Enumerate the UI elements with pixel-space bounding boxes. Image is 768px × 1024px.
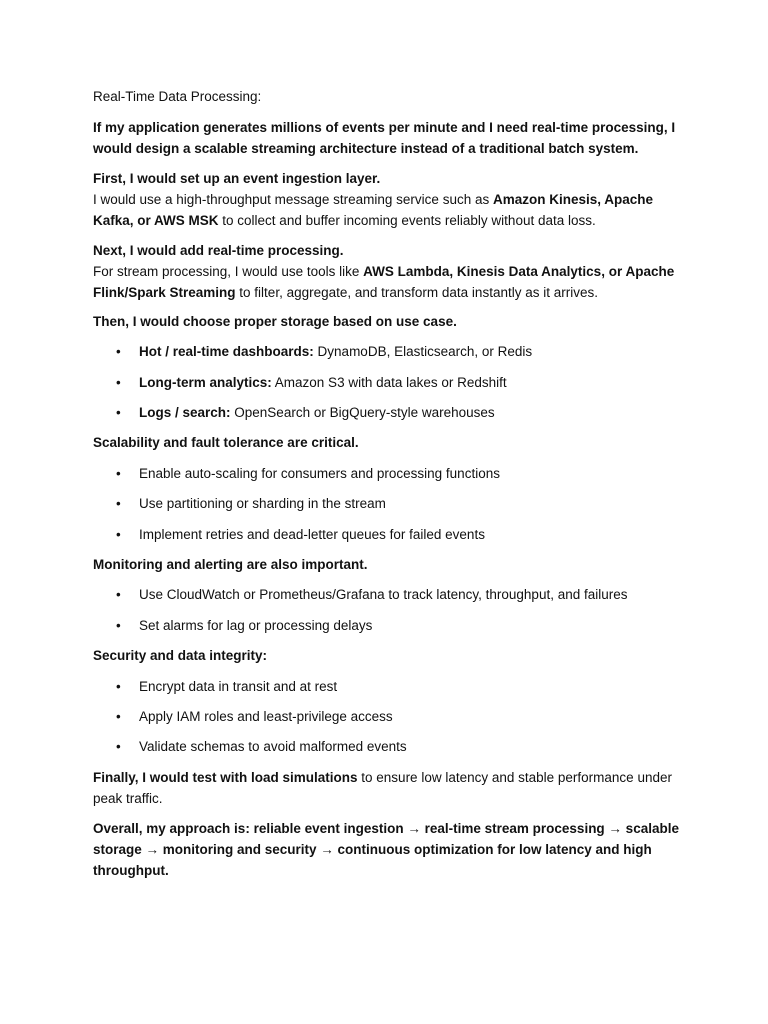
storage-heading: Then, I would choose proper storage based on use case.	[93, 314, 457, 329]
ingestion-heading: First, I would set up an event ingestion layer.	[93, 171, 381, 186]
ingestion-services: Amazon Kinesis, Apache Kafka, or AWS MSK	[93, 192, 654, 228]
processing-paragraph	[93, 261, 683, 303]
bullet-icon: •	[116, 527, 121, 542]
ingestion-paragraph	[93, 189, 683, 231]
bullet-icon: •	[116, 344, 121, 359]
storage-text: OpenSearch or BigQuery-style warehouses	[230, 405, 495, 420]
security-item: Validate schemas to avoid malformed events	[139, 739, 407, 754]
security-item: Apply IAM roles and least-privilege access	[139, 709, 393, 724]
bullet-icon: •	[116, 709, 121, 724]
bullet-icon: •	[116, 739, 121, 754]
processing-text-a: For stream processing, I would use tools like	[93, 264, 364, 279]
scalability-item: Enable auto-scaling for consumers and processing functions	[139, 466, 500, 481]
document-heading: Real-Time Data Processing:	[93, 89, 262, 104]
bullet-icon: •	[116, 618, 121, 633]
processing-section	[93, 240, 683, 303]
storage-label: Logs / search:	[139, 405, 231, 420]
scalability-heading: Scalability and fault tolerance are critical.	[93, 435, 359, 450]
scalability-item: Use partitioning or sharding in the stream	[139, 496, 386, 511]
final-bold: Finally, I would test with load simulations	[93, 770, 358, 785]
storage-text: DynamoDB, Elasticsearch, or Redis	[313, 344, 533, 359]
overall-paragraph: Overall, my approach is: reliable event ingestion → real-time stream processing → scalable storage → monitoring and security → continuous optimization for low latency and high throughput.	[93, 821, 679, 878]
storage-text: Amazon S3 with data lakes or Redshift	[271, 375, 507, 390]
processing-text-b: to filter, aggregate, and transform data instantly as it arrives.	[235, 285, 598, 300]
processing-heading: Next, I would add real-time processing.	[93, 243, 344, 258]
storage-label: Hot / real-time dashboards:	[139, 344, 314, 359]
bullet-icon: •	[116, 466, 121, 481]
final-text: to ensure low latency and stable performance under peak traffic.	[93, 770, 672, 806]
monitoring-heading: Monitoring and alerting are also important.	[93, 557, 368, 572]
bullet-icon: •	[116, 496, 121, 511]
scalability-item: Implement retries and dead-letter queues for failed events	[139, 527, 485, 542]
bullet-icon: •	[116, 375, 121, 390]
processing-tools: AWS Lambda, Kinesis Data Analytics, or Apache Flink/Spark Streaming	[93, 264, 675, 300]
security-heading: Security and data integrity:	[93, 648, 268, 663]
bullet-icon: •	[116, 679, 121, 694]
ingestion-text-a: I would use a high-throughput message streaming service such as	[93, 192, 493, 207]
monitoring-item: Set alarms for lag or processing delays	[139, 618, 373, 633]
ingestion-text-b: to collect and buffer incoming events reliably without data loss.	[218, 213, 596, 228]
security-item: Encrypt data in transit and at rest	[139, 679, 338, 694]
final-paragraph	[93, 767, 683, 809]
storage-label: Long-term analytics:	[139, 375, 272, 390]
bullet-icon: •	[116, 587, 121, 602]
monitoring-item: Use CloudWatch or Prometheus/Grafana to track latency, throughput, and failures	[139, 587, 628, 602]
bullet-icon: •	[116, 405, 121, 420]
ingestion-section	[93, 168, 683, 231]
intro-paragraph: If my application generates millions of events per minute and I need real-time processing, I would design a scalable streaming architecture instead of a traditional batch system.	[93, 120, 676, 156]
